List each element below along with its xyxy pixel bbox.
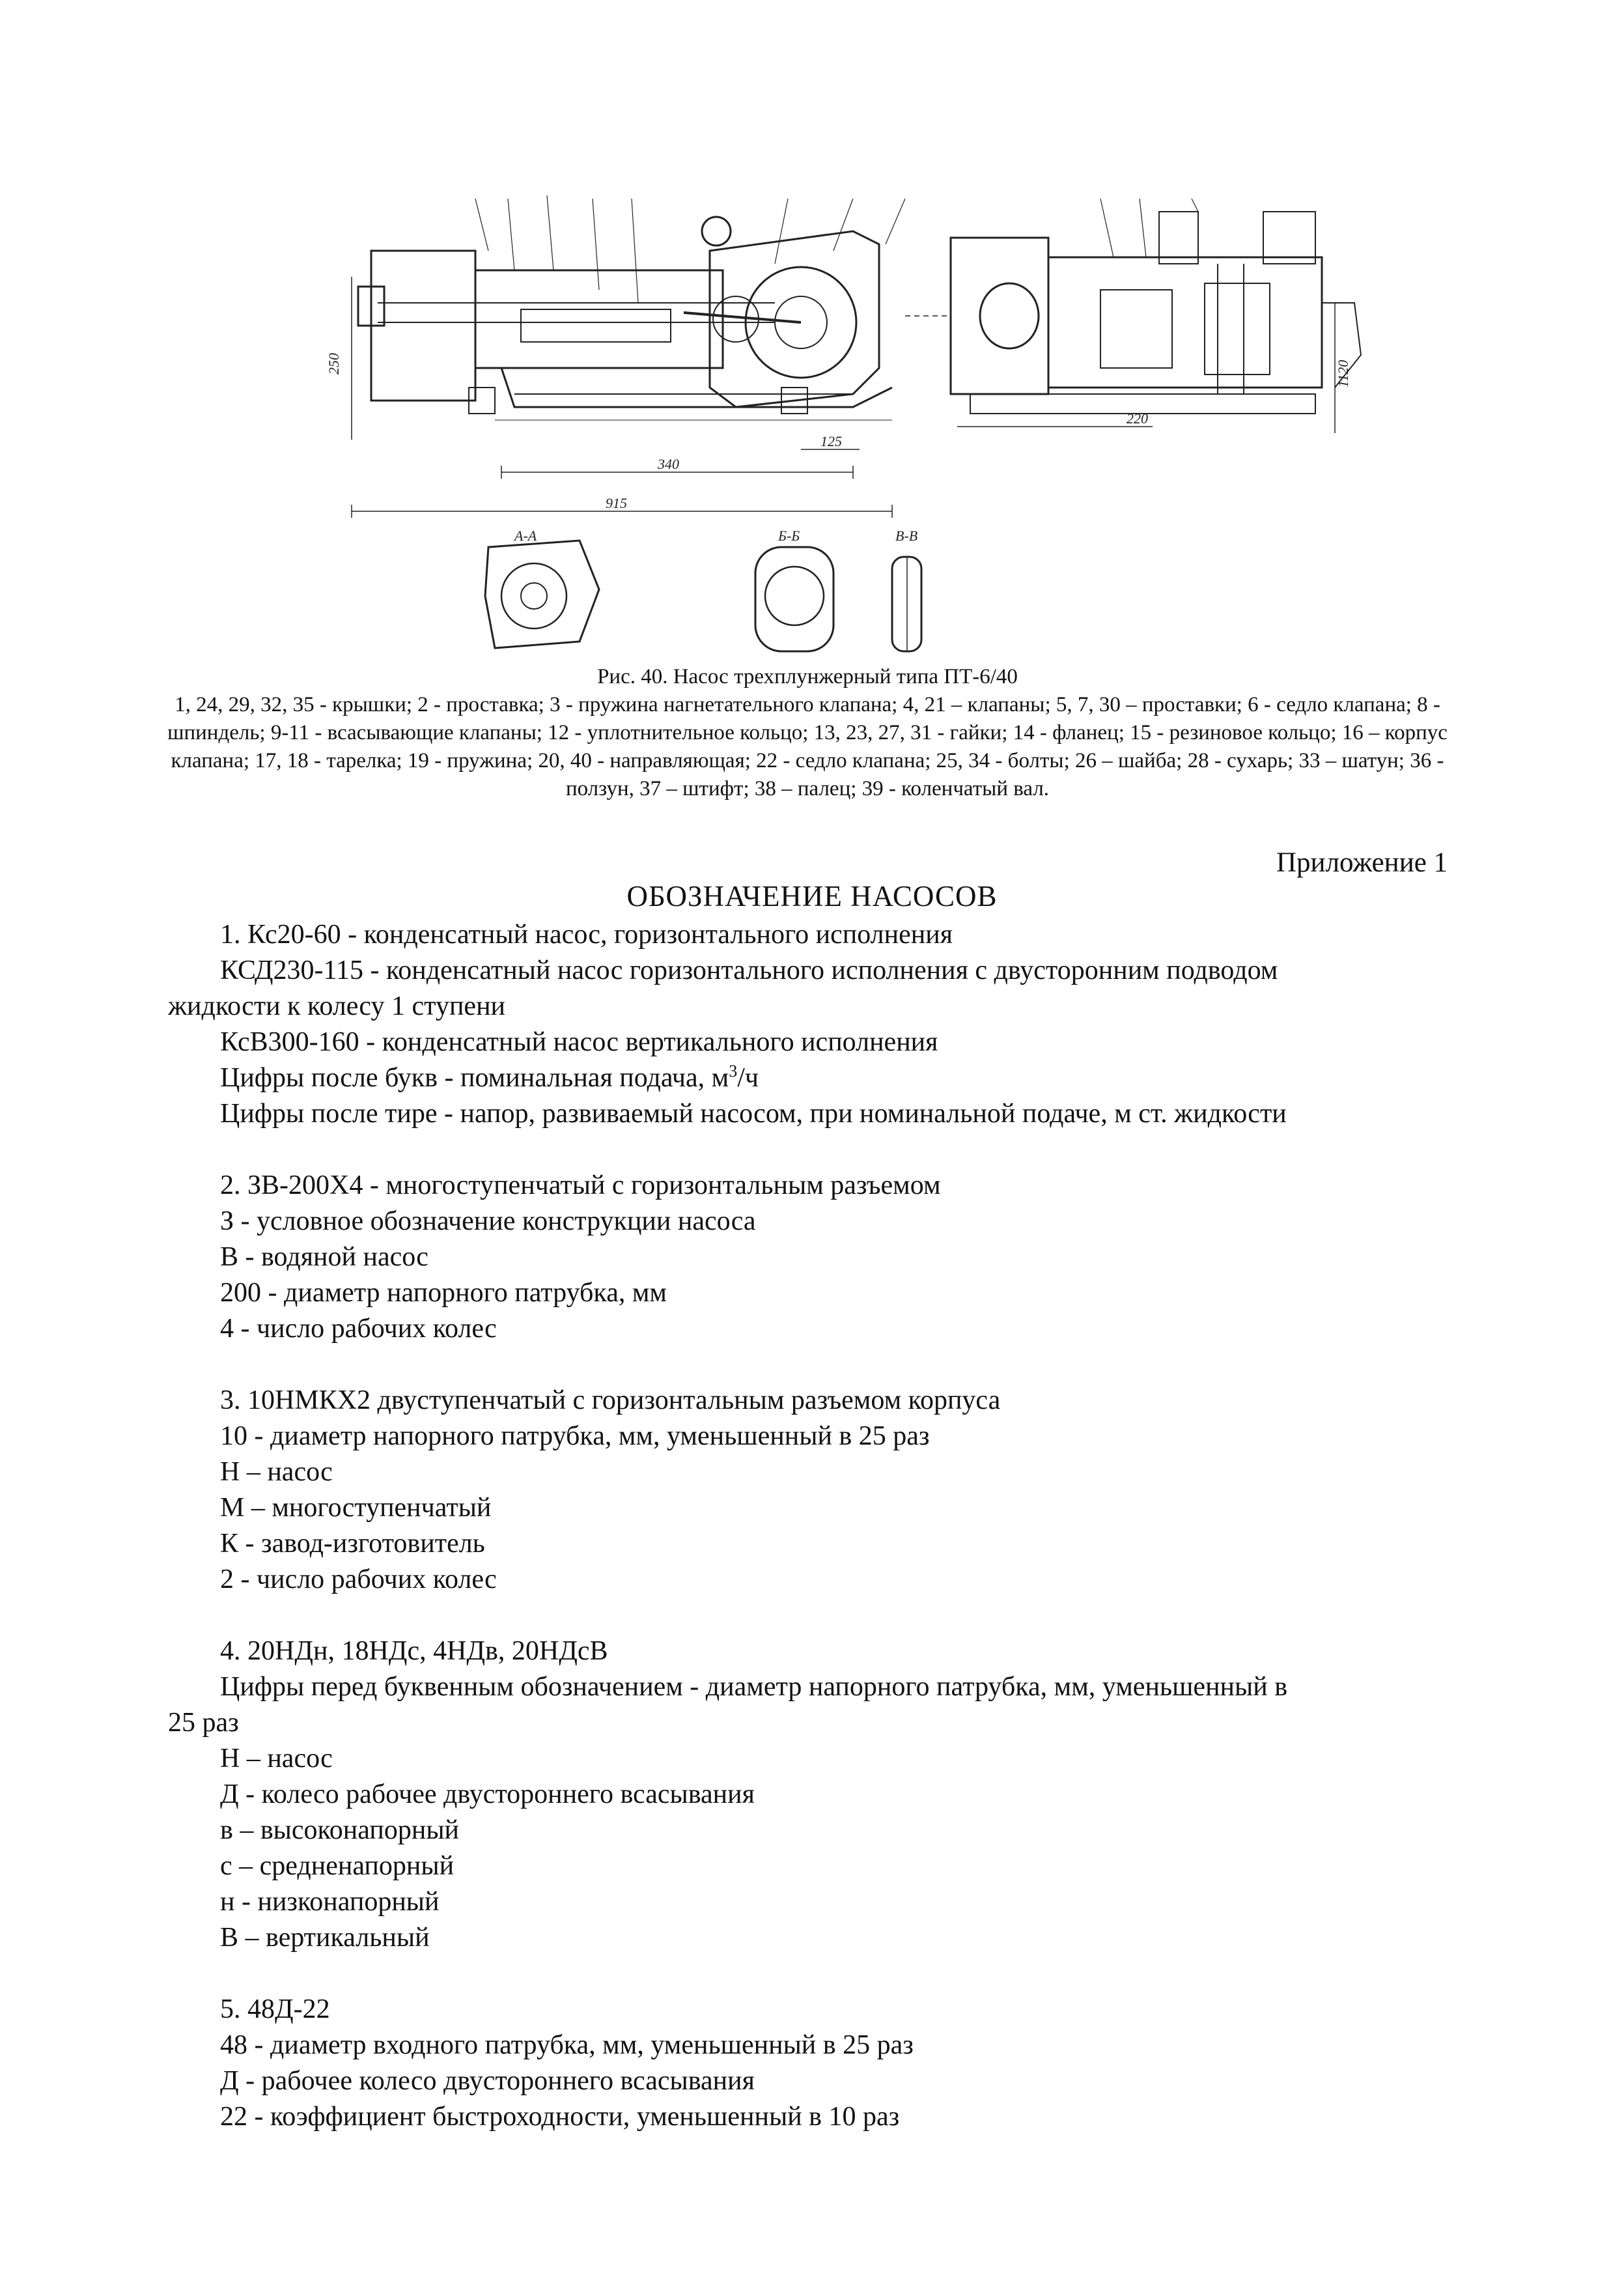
s5-line-1: 5. 48Д-22 bbox=[220, 1994, 330, 2024]
front-body bbox=[1048, 257, 1322, 388]
s2-line-5: 4 - число рабочих колес bbox=[220, 1314, 497, 1344]
s4-line-8: В – вертикальный bbox=[220, 1923, 430, 1953]
front-flange bbox=[980, 283, 1039, 348]
s3-line-1: 3. 10НМКХ2 двуступенчатый с горизонтальным разъемом корпуса bbox=[220, 1385, 1001, 1415]
s3-line-6: 2 - число рабочих колес bbox=[220, 1564, 497, 1594]
s2-line-4: 200 - диаметр напорного патрубка, мм bbox=[220, 1278, 667, 1308]
s4-line-2: Цифры перед буквенным обозначением - диаметр напорного патрубка, мм, уменьшенный в bbox=[220, 1672, 1288, 1702]
s4-line-6: с – средненапорный bbox=[220, 1851, 455, 1881]
s3-line-4: М – многоступенчатый bbox=[220, 1493, 492, 1523]
section-bb-view bbox=[755, 547, 833, 651]
dim-340: 340 bbox=[658, 456, 679, 472]
figure-caption-legend: 1, 24, 29, 32, 35 - крышки; 2 - проставка; 3 - пружина нагнетательного клапана; 4, 21 – клапаны; 5, 7, 30 – проставки; 6 - седло клапана; 8 - шпиндель; 9-11 - всасывающие клапаны; 12 - уплотнительное кольцо; 13, 23, 27, 31 - гайки; 14 - фланец; 15 - резиновое кольцо; 16 – корпус клапана; 17, 18 - тарелка; 19 - пружина; 20, 40 - направляющая; 22 - седло клапана; 25, 34 - болты; 26 – шайба; 28 - сухарь; 33 – шатун; 36 - ползун, 37 – штифт; 38 – палец; 39 - коленчатый вал. bbox=[167, 693, 1448, 800]
dim-220: 220 bbox=[1127, 410, 1148, 427]
document-body bbox=[168, 917, 1470, 2135]
s2-line-3: В - водяной насос bbox=[220, 1242, 428, 1272]
section-heading: ОБОЗНАЧЕНИЕ НАСОСОВ bbox=[626, 880, 998, 912]
s4-line-2b: 25 раз bbox=[168, 1708, 239, 1738]
s4-line-1: 4. 20НДн, 18НДс, 4НДв, 20НДсВ bbox=[220, 1636, 608, 1666]
s5-line-3: Д - рабочее колесо двустороннего всасывания bbox=[220, 2066, 755, 2096]
s2-line-1: 2. ЗВ-200Х4 - многоступенчатый с горизонтальным разъемом bbox=[220, 1170, 941, 1200]
section-label-vv: В-В bbox=[895, 528, 918, 544]
s4-line-7: н - низконапорный bbox=[220, 1887, 440, 1917]
s1-line-5: Цифры после тире - напор, развиваемый насосом, при номинальной подаче, м ст. жидкости bbox=[220, 1099, 1287, 1129]
s3-line-2: 10 - диаметр напорного патрубка, мм, уменьшенный в 25 раз bbox=[220, 1421, 930, 1451]
s5-line-2: 48 - диаметр входного патрубка, мм, уменьшенный в 25 раз bbox=[220, 2030, 914, 2060]
s5-line-4: 22 - коэффициент быстроходности, уменьшенный в 10 раз bbox=[220, 2102, 900, 2132]
s2-line-2: З - условное обозначение конструкции насоса bbox=[220, 1206, 756, 1236]
appendix-label: Приложение 1 bbox=[1276, 847, 1448, 878]
section-label-bb: Б-Б bbox=[778, 528, 800, 544]
dim-915: 915 bbox=[606, 495, 627, 511]
pump-drawing bbox=[319, 173, 1491, 664]
s1-line-4b: /ч bbox=[737, 1063, 759, 1093]
s1-line-4 bbox=[168, 1060, 1470, 1096]
figure-caption bbox=[143, 663, 1472, 803]
s1-line-1: 1. Кс20-60 - конденсатный насос, горизонтального исполнения bbox=[220, 920, 953, 950]
crank-housing bbox=[710, 231, 879, 407]
s1-line-4a: Цифры после букв - поминальная подача, м bbox=[220, 1063, 729, 1093]
figure-caption-title: Рис. 40. Насос трехплунжерный типа ПТ-6/40 bbox=[597, 665, 1018, 688]
s4-line-5: в – высоконапорный bbox=[220, 1815, 460, 1845]
s3-line-5: К - завод-изготовитель bbox=[220, 1529, 485, 1559]
s1-line-4-sup: 3 bbox=[729, 1062, 738, 1081]
s4-line-4: Д - колесо рабочее двустороннего всасывания bbox=[220, 1779, 755, 1809]
dim-250: 250 bbox=[326, 353, 342, 375]
s3-line-3: Н – насос bbox=[220, 1457, 333, 1487]
s4-line-3: Н – насос bbox=[220, 1744, 333, 1774]
section-label-aa: А-А bbox=[514, 528, 537, 544]
pump-drawing-figure bbox=[319, 173, 1491, 664]
dim-125: 125 bbox=[820, 433, 842, 449]
front-end-cover bbox=[951, 238, 1048, 394]
valve-block-left bbox=[371, 251, 475, 401]
dim-1120: 1120 bbox=[1335, 360, 1351, 388]
s1-line-2: КСД230-115 - конденсатный насос горизонтального исполнения с двусторонним подводом bbox=[220, 955, 1278, 985]
s1-line-3: КсВ300-160 - конденсатный насос вертикального исполнения bbox=[220, 1027, 938, 1057]
s1-line-2b: жидкости к колесу 1 ступени bbox=[168, 991, 506, 1021]
